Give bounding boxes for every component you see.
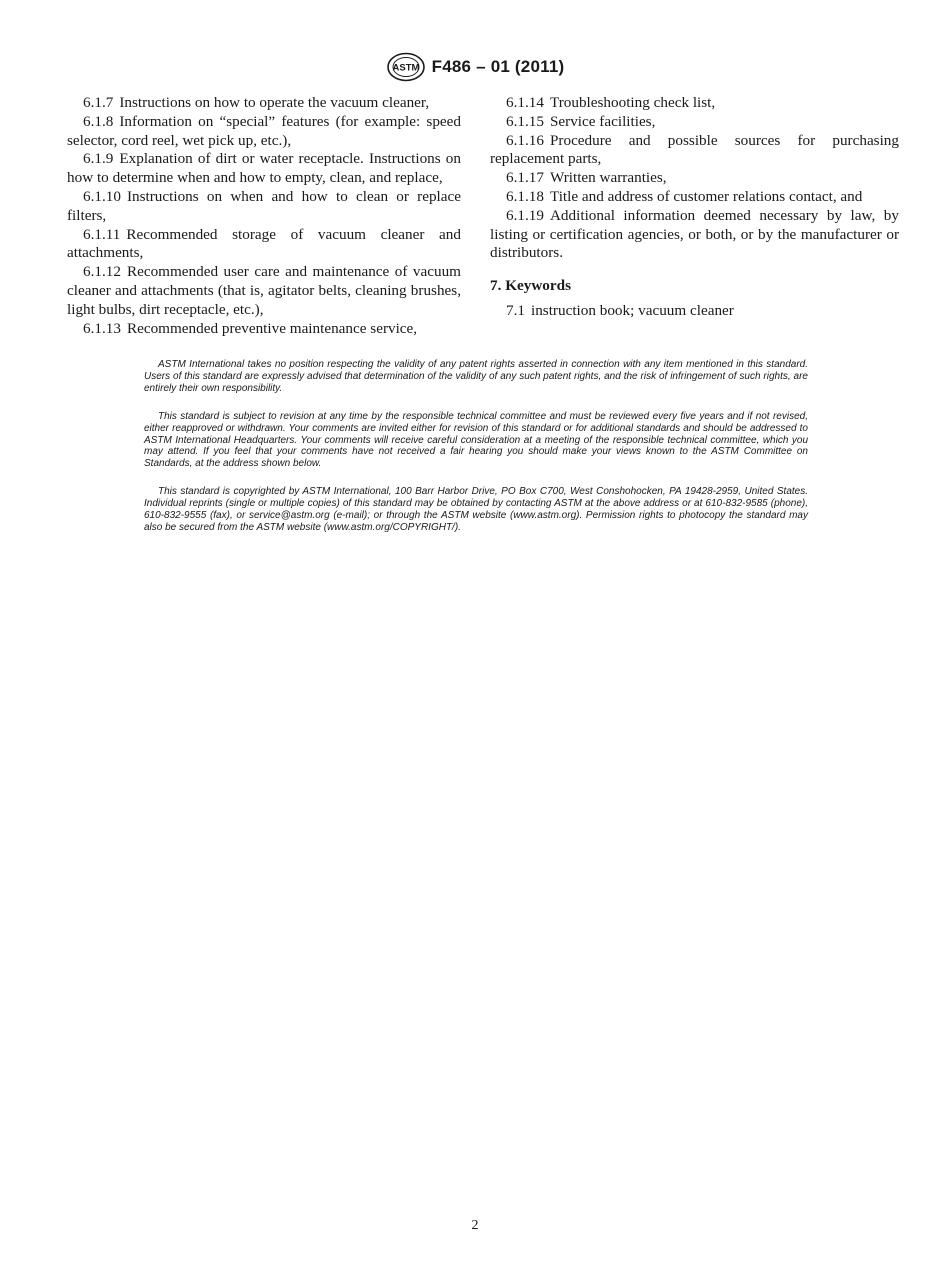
- keywords-text: instruction book; vacuum cleaner: [530, 301, 734, 319]
- patent-notice: ASTM International takes no position respecting the validity of any patent rights asserted in connection with any item mentioned in this standard. Users of this standard are expressly advised that determination of the validity of any such patent rights, and the risk of infringement of such rights, are entirely their own responsibility.: [144, 359, 808, 394]
- item-number: 6.1.9: [83, 150, 114, 168]
- item-number: 6.1.12: [83, 263, 121, 281]
- standard-designation: F486 – 01 (2011): [431, 57, 565, 76]
- keywords-paragraph: [490, 302, 899, 321]
- item-text: Instructions on when and how to clean or replace filters,: [67, 187, 461, 224]
- left-column: [67, 94, 461, 338]
- right-column: [490, 94, 899, 321]
- item-text: Title and address of customer relations contact, and: [549, 187, 863, 205]
- item-number: 6.1.18: [506, 187, 544, 205]
- item-text: Information on “special” features (for example: speed selector, cord reel, wet pick up, etc.),: [67, 112, 461, 149]
- item-number: 7.1: [506, 301, 525, 319]
- list-item: [67, 320, 461, 339]
- item-number: 6.1.15: [506, 112, 544, 130]
- item-text: Written warranties,: [549, 169, 667, 187]
- list-item: [67, 113, 461, 151]
- copyright-notice: This standard is copyrighted by ASTM International, 100 Barr Harbor Drive, PO Box C700, West Conshohocken, PA 19428-2959, United States. Individual reprints (single or multiple copies) of this standard may be obtained by contacting ASTM at the above address or at 610-832-9585 (phone), 610-832-9555 (fax), or service@astm.org (e-mail); or through the ASTM website (www.astm.org). Permission rights to photocopy the standard may also be secured from the ASTM website (www.astm.org/COPYRIGHT/).: [144, 486, 808, 533]
- item-number: 6.1.13: [83, 319, 121, 337]
- item-text: Recommended preventive maintenance service,: [126, 319, 418, 337]
- item-text: Troubleshooting check list,: [549, 94, 716, 111]
- item-number: 6.1.10: [83, 187, 121, 205]
- list-item: [67, 226, 461, 264]
- list-item: [67, 188, 461, 226]
- list-item: [490, 113, 899, 132]
- item-text: Additional information deemed necessary by law, by listing or certification agencies, or both, or by the manufacturer or distributors.: [490, 206, 899, 262]
- item-number: 6.1.8: [83, 112, 114, 130]
- keywords-heading: 7. Keywords: [490, 277, 571, 295]
- list-item: [67, 94, 461, 113]
- list-item: [490, 188, 899, 207]
- item-number: 6.1.11: [83, 225, 121, 243]
- item-text: Service facilities,: [549, 112, 656, 130]
- item-text: Instructions on how to operate the vacuum cleaner,: [119, 94, 430, 111]
- list-item: [490, 207, 899, 263]
- list-item: [67, 150, 461, 188]
- list-item: [67, 263, 461, 319]
- revision-notice: This standard is subject to revision at any time by the responsible technical committee and must be reviewed every five years and if not revised, either reapproved or withdrawn. Your comments are invited either for revision of this standard or for additional standards and should be addressed to ASTM International Headquarters. Your comments will receive careful consideration at a meeting of the responsible technical committee, which you may attend. If you feel that your comments have not received a fair hearing you should make your views known to the ASTM Committee on Standards, at the address shown below.: [144, 410, 808, 470]
- item-number: 6.1.16: [506, 131, 544, 149]
- logo-text: ASTM: [392, 62, 420, 74]
- list-item: [490, 132, 899, 170]
- item-text: Procedure and possible sources for purchasing replacement parts,: [490, 131, 899, 168]
- page-number: 2: [471, 1218, 479, 1233]
- item-number: 6.1.7: [83, 94, 114, 111]
- list-item: [490, 169, 899, 188]
- page-header: [0, 52, 950, 87]
- legal-notices: [144, 359, 808, 550]
- item-number: 6.1.14: [506, 94, 544, 111]
- item-text: Recommended storage of vacuum cleaner and attachments,: [67, 225, 461, 262]
- item-text: Recommended user care and maintenance of vacuum cleaner and attachments (that is, agitator belts, cleaning brushes, light bulbs, dirt receptacle, etc.),: [67, 263, 461, 318]
- item-number: 6.1.19: [506, 206, 544, 224]
- list-item: [490, 94, 899, 113]
- astm-logo-icon: [386, 52, 426, 82]
- item-number: 6.1.17: [506, 169, 544, 187]
- header-inner: [386, 52, 565, 82]
- item-text: Explanation of dirt or water receptacle. Instructions on how to determine when and how to empty, clean, and replace,: [67, 150, 461, 187]
